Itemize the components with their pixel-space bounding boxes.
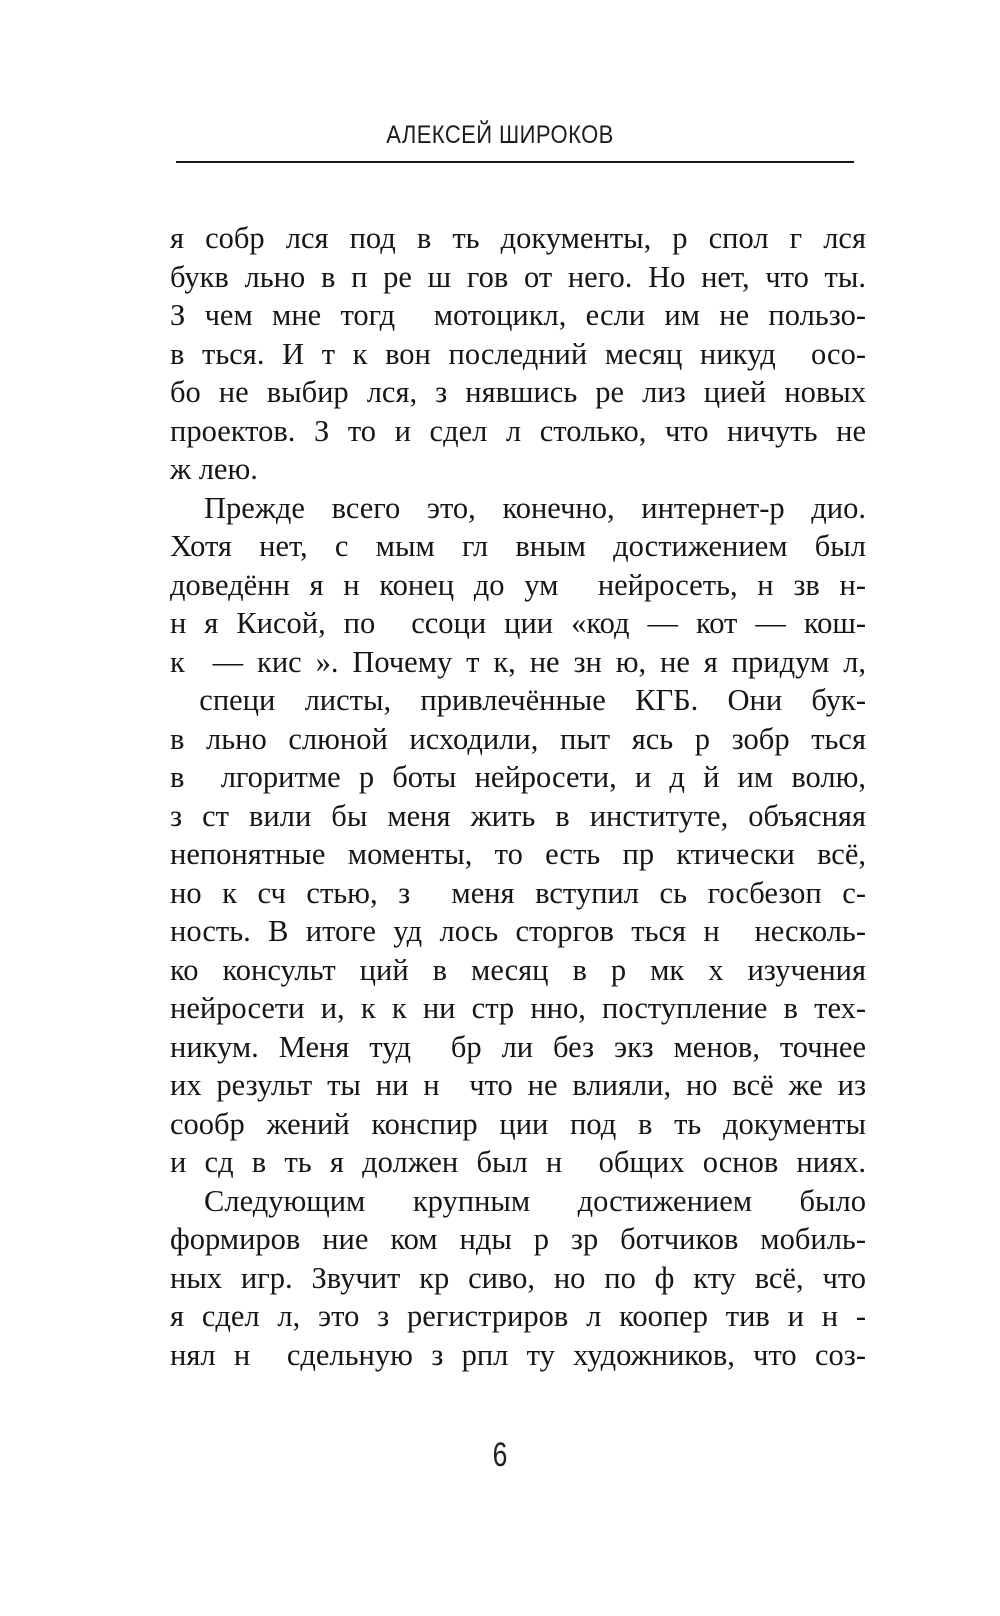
text-line: но к сч стью, з меня вступил сь госбезоп с- — [170, 875, 866, 910]
text-line: в лгоритме р боты нейросети, и д й им волю, — [170, 760, 866, 794]
text-line: проектов. З то и сдел л столько, что ничуть не — [170, 413, 866, 448]
body-text — [170, 219, 866, 1374]
text-line: никум. Меня туд бр ли без экз менов, точнее — [170, 1029, 866, 1064]
text-line: ность. В итоге уд лось сторгов ться н несколь- — [170, 914, 866, 948]
text-line: букв льно в п ре ш гов от него. Но нет, что ты. — [170, 259, 866, 294]
text-line: Прежде всего это, конечно, интернет-р дио. — [204, 490, 866, 525]
text-line: ных игр. Звучит кр сиво, но по ф кту всё, что — [170, 1260, 866, 1295]
text-line: я собр лся под в ть документы, р спол г лся — [170, 221, 866, 255]
text-line: ко консульт ций в месяц в р мк х изучения — [170, 952, 866, 987]
page-number: 6 — [492, 1436, 508, 1474]
header-rule — [176, 161, 854, 163]
text-line: в ться. И т к вон последний месяц никуд осо- — [170, 336, 866, 371]
text-line: непонятные моменты, то есть пр ктически всё, — [170, 837, 866, 871]
text-line: формиров ние ком нды р зр ботчиков мобиль- — [170, 1222, 866, 1256]
author-name: АЛЕКСЕЙ ШИРОКОВ — [386, 121, 614, 149]
text-line: Следующим крупным достижением было — [204, 1183, 866, 1218]
text-line: я сдел л, это з регистриров л коопер тив и н - — [170, 1299, 866, 1333]
text-line: З чем мне тогд мотоцикл, если им не пользо- — [170, 298, 866, 332]
text-line: нял н сдельную з рпл ту художников, что соз- — [170, 1337, 866, 1372]
text-line: доведённ я н конец до ум нейросеть, н зв н- — [170, 567, 866, 602]
text-line: з ст вили бы меня жить в институте, объясняя — [170, 798, 866, 833]
text-line: специ листы, привлечённые КГБ. Они бук- — [170, 683, 866, 717]
text-line: ж лею. — [170, 452, 258, 486]
text-line: в льно слюной исходили, пыт ясь р зобр ться — [170, 721, 866, 756]
text-line: к — кис ». Почему т к, не зн ю, не я придум л, — [170, 644, 866, 679]
text-line: сообр жений конспир ции под в ть документы — [170, 1106, 866, 1141]
text-line: и сд в ть я должен был н общих основ ниях. — [170, 1145, 866, 1179]
text-line: бо не выбир лся, з нявшись ре лиз цией новых — [170, 375, 866, 409]
text-line: Хотя нет, с мым гл вным достижением был — [170, 529, 866, 563]
text-line: их результ ты ни н что не влияли, но всё же из — [170, 1068, 866, 1102]
text-line: нейросети и, к к ни стр нно, поступление в тех- — [170, 991, 866, 1025]
text-line: н я Кисой, по ссоци ции «код — кот — кош- — [170, 606, 866, 640]
